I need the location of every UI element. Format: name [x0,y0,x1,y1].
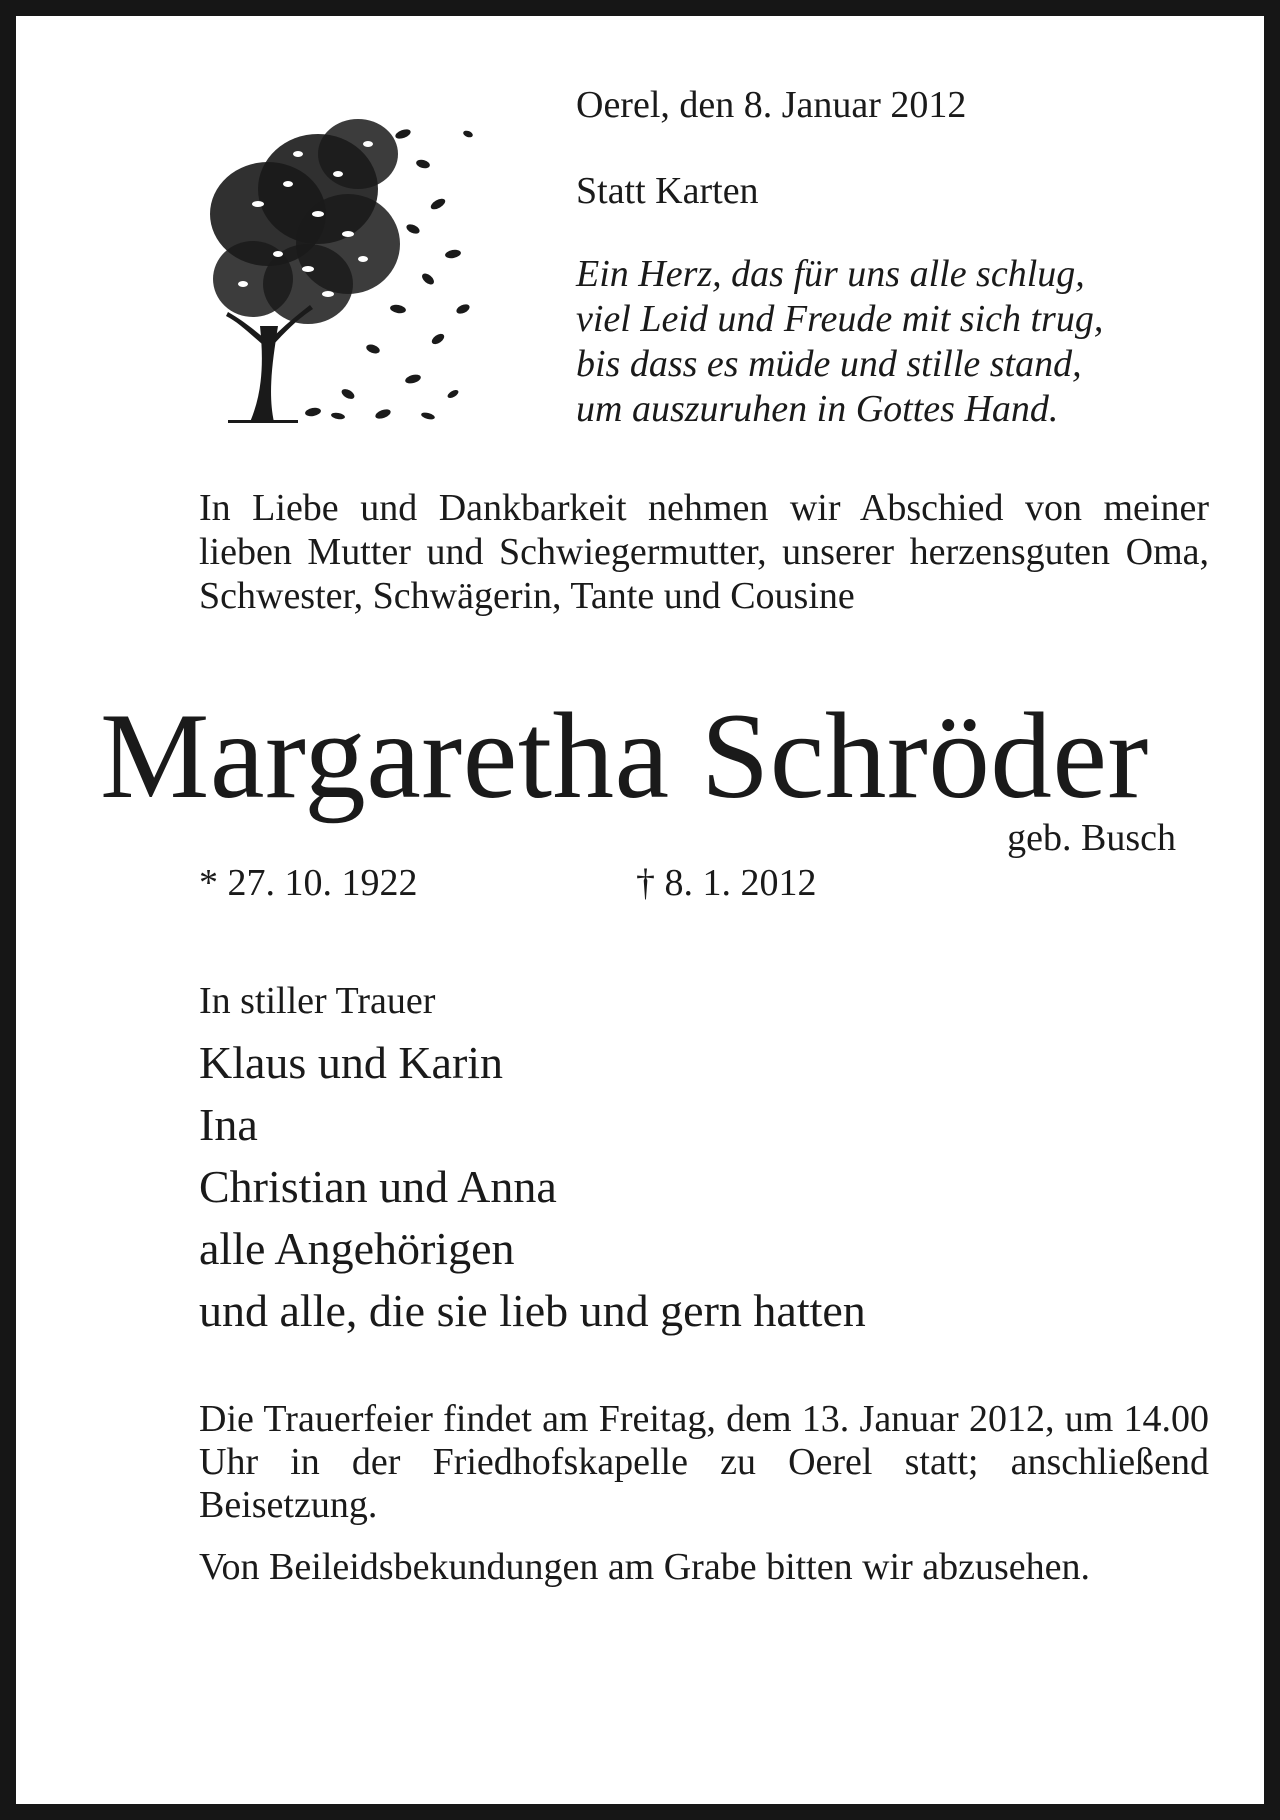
birth-date: * 27. 10. 1922 [199,862,418,904]
service-info: Die Trauerfeier findet am Freitag, dem 13. Januar 2012, um 14.00 Uhr in der Friedhofskapelle zu Oerel statt; anschließend Beisetzung. [199,1398,1209,1526]
mourners-list [199,1032,866,1342]
intro-text: In Liebe und Dankbarkeit nehmen wir Abschied von meiner lieben Mutter und Schwiegermutter, unserer herzensguten Oma, Schwester, Schwägerin, Tante und Cousine [199,487,1209,617]
poem-line: bis dass es müde und stille stand, [576,343,1082,385]
mourner-line: und alle, die sie lieb und gern hatten [199,1285,866,1336]
poem-line: viel Leid und Freude mit sich trug, [576,298,1104,340]
place-date: Oerel, den 8. Januar 2012 [576,84,967,126]
mourning-label: In stiller Trauer [199,980,436,1022]
statt-karten: Statt Karten [576,170,759,212]
mourner-line: alle Angehörigen [199,1223,515,1274]
header-block [576,76,1216,432]
deceased-name: Margaretha Schröder [100,687,1149,824]
mourner-line: Christian und Anna [199,1161,557,1212]
poem-line: um auszuruhen in Gottes Hand. [576,388,1059,430]
mourner-line: Ina [199,1099,258,1150]
mourner-line: Klaus und Karin [199,1037,504,1088]
tree-icon [198,94,488,432]
death-date: † 8. 1. 2012 [636,862,817,904]
poem-line: Ein Herz, das für uns alle schlug, [576,253,1085,295]
poem [576,252,1216,432]
condolence-request: Von Beileidsbekundungen am Grabe bitten wir abzusehen. [199,1546,1091,1588]
maiden-name: geb. Busch [1007,817,1176,859]
